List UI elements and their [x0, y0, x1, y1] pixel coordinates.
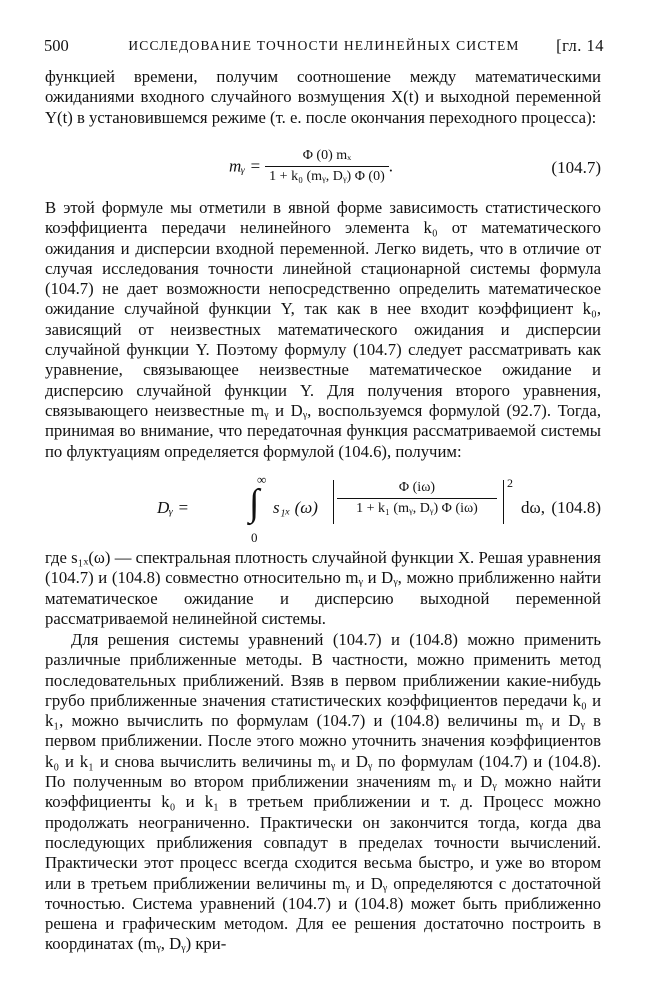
- eq2-lower-limit: 0: [251, 530, 258, 545]
- equation-104-7: [45, 148, 601, 194]
- eq1-number: (104.7): [551, 158, 601, 177]
- eq2-upper-limit: ∞: [257, 472, 267, 487]
- chapter-label: [гл. 14: [556, 36, 604, 55]
- paragraph-method: Для решения системы уравнений (104.7) и (104.8) можно применить различные приближенные методы. В частности, можно применить метод последовательных приближений. Взяв в первом приближении какие-нибудь грубо приближенные значения статистических коэффициентов передачи k₀ и k₁, можно вычислить по формулам (104.7) и (104.8) величины mᵧ и Dᵧ в первом приближении. После этого можно уточнить значения коэффициентов k₀ и k₁ и снова вычислить величины mᵧ и Dᵧ по формулам (104.7) и (104.8). По полученным во втором приближении значениям mᵧ и Dᵧ можно найти коэффициенты k₀ и k₁ в третьем приближении и т. д. Процесс можно продолжать неограниченно. Практически он закончится тогда, когда два последующих приближения совпадут в пределах точности вычислений. Практически этот процесс всегда сходится весьма быстро, и уже во втором или в третьем приближении величины mᵧ и Dᵧ определяются с достаточной точностью. Система уравнений (104.7) и (104.8) может быть приближенно решена и графическим методом. Для ее решения достаточно построить в координатах (mᵧ, Dᵧ) кри-: [45, 630, 601, 954]
- eq2-denominator: 1 + k₁ (mᵧ, Dᵧ) Φ (iω): [356, 501, 478, 516]
- abs-bar-left: [333, 480, 334, 524]
- eq2-fraction: [337, 480, 497, 517]
- paragraph-intro: функцией времени, получим соотношение между математическими ожиданиями входного случайного возмущения X(t) и выходной переменной Y(t) в установившемся режиме (т. е. после окончания переходного процесса):: [45, 67, 601, 127]
- eq1-lhs: mᵧ =: [229, 156, 261, 176]
- eq1-fraction: [265, 148, 389, 185]
- eq2-numerator: Φ (iω): [337, 480, 497, 499]
- eq2-power: 2: [507, 476, 513, 490]
- abs-bar-right: [503, 480, 504, 524]
- eq1-denominator: 1 + k₀ (mᵧ, Dᵧ) Φ (0): [269, 169, 385, 184]
- page-number: 500: [44, 36, 69, 55]
- eq2-differential: dω,: [521, 498, 545, 517]
- eq2-integrand: s₁ₓ (ω): [273, 498, 318, 517]
- eq2-lhs: Dᵧ =: [157, 498, 189, 517]
- paragraph-explanation: В этой формуле мы отметили в явной форме зависимость статистического коэффициента передачи нелинейного элемента k₀ от математического ожидания и дисперсии входной переменной. Легко видеть, что в отличие от случая исследования точности линейной стационарной системы формула (104.7) не дает возможности непосредственно определить математическое ожидание случайной функции Y, так как в нее входит коэффициент k₀, зависящий от неизвестных математического ожидания и дисперсии случайной функции Y. Поэтому формулу (104.7) следует рассматривать как уравнение, связывающее неизвестные математическое ожидание и дисперсию случайной функции Y. Для получения второго уравнения, связывающего неизвестные mᵧ и Dᵧ, воспользуемся формулой (92.7). Тогда, принимая во внимание, что передаточная функция рассматриваемой системы по флуктуациям определяется формулой (104.6), получим:: [45, 198, 601, 461]
- paragraph-spectral: где s₁ₓ(ω) — спектральная плотность случайной функции X. Решая уравнения (104.7) и (104.8) совместно относительно mᵧ и Dᵧ, можно приближенно найти математическое ожидание и дисперсию выходной переменной рассматриваемой нелинейной системы.: [45, 548, 601, 628]
- page-header: [44, 36, 604, 60]
- eq1-trail: .: [388, 156, 394, 176]
- running-title: ИССЛЕДОВАНИЕ ТОЧНОСТИ НЕЛИНЕЙНЫХ СИСТЕМ: [128, 38, 520, 53]
- eq2-number: (104.8): [551, 498, 601, 517]
- integral-symbol: ∫: [249, 482, 260, 524]
- eq1-numerator: Φ (0) mₓ: [265, 148, 389, 167]
- equation-104-8: [45, 472, 601, 546]
